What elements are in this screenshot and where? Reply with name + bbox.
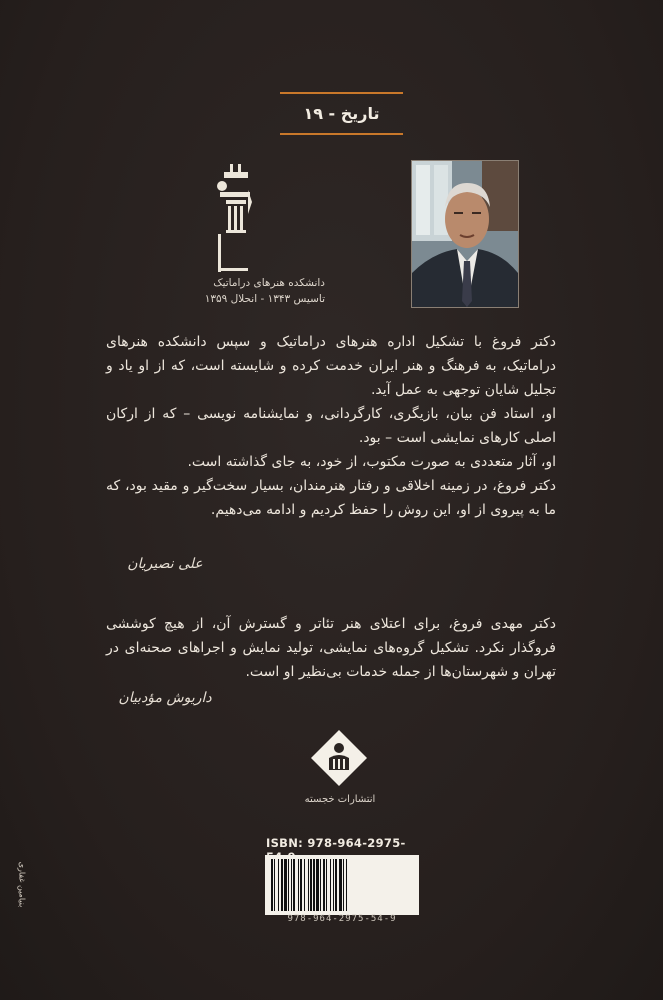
signature-moaddabian: داریوش مؤدبیان (118, 690, 212, 706)
isbn-label: ISBN: 978-964-2975- (266, 836, 406, 850)
paragraph-1: دکتر فروغ با تشکیل اداره هنرهای دراماتیک و سپس دانشکده هنرهای دراماتیک، به فرهنگ و هنر ایران خدمت کرده و شایسته است، که از او یاد و تجلیل شایان توجهی به عمل آید. (106, 334, 556, 398)
school-emblem-icon (214, 162, 256, 274)
school-dates: تاسیس ۱۳۴۳ - انحلال ۱۳۵۹ (204, 293, 325, 305)
publisher-logo-icon (309, 728, 369, 788)
school-caption (150, 275, 325, 307)
series-top-rule (280, 92, 403, 94)
barcode-digits: 978-964-2975-54-9 (287, 914, 397, 924)
paragraph-3: او، آثار متعددی به صورت مکتوب، از خود، به جای گذاشته است. (187, 454, 556, 470)
paragraph-4: دکتر فروغ، در زمینه اخلاقی و رفتار هنرمندان، بسیار سخت‌گیر و مقید بود، که ما به پیروی از او، این روش را حفظ کردیم و ادامه می‌دهیم. (106, 478, 556, 518)
series-bottom-rule (280, 133, 403, 135)
paragraph-2: او، استاد فن بیان، بازیگری، کارگردانی، و نمایشنامه نویسی – که از ارکان اصلی کارهای نمایشی است – بود. (106, 406, 556, 446)
signature-nasirian: علی نصیریان (127, 556, 203, 572)
testimonial-1 (106, 330, 556, 522)
testimonial-2 (106, 612, 556, 684)
series-title: تاریخ - ۱۹ (303, 104, 380, 123)
designer-credit (12, 852, 32, 922)
author-portrait (411, 160, 519, 308)
barcode (265, 855, 419, 915)
school-name: دانشکده هنرهای دراماتیک (213, 277, 325, 289)
paragraph-5: دکتر مهدی فروغ، برای اعتلای هنر تئاتر و گسترش آن، از هیچ کوششی فروگذار نکرد. تشکیل گروه‌های نمایشی، تولید نمایش و اجراهای صحنه‌ای در تهران و شهرستان‌ها از جمله خدمات بی‌نظیر او است. (106, 616, 556, 680)
publisher-name: انتشارات خجسته (304, 794, 376, 805)
barcode-bars (265, 855, 419, 915)
designer-name: بنیامین غفاری (17, 861, 27, 908)
